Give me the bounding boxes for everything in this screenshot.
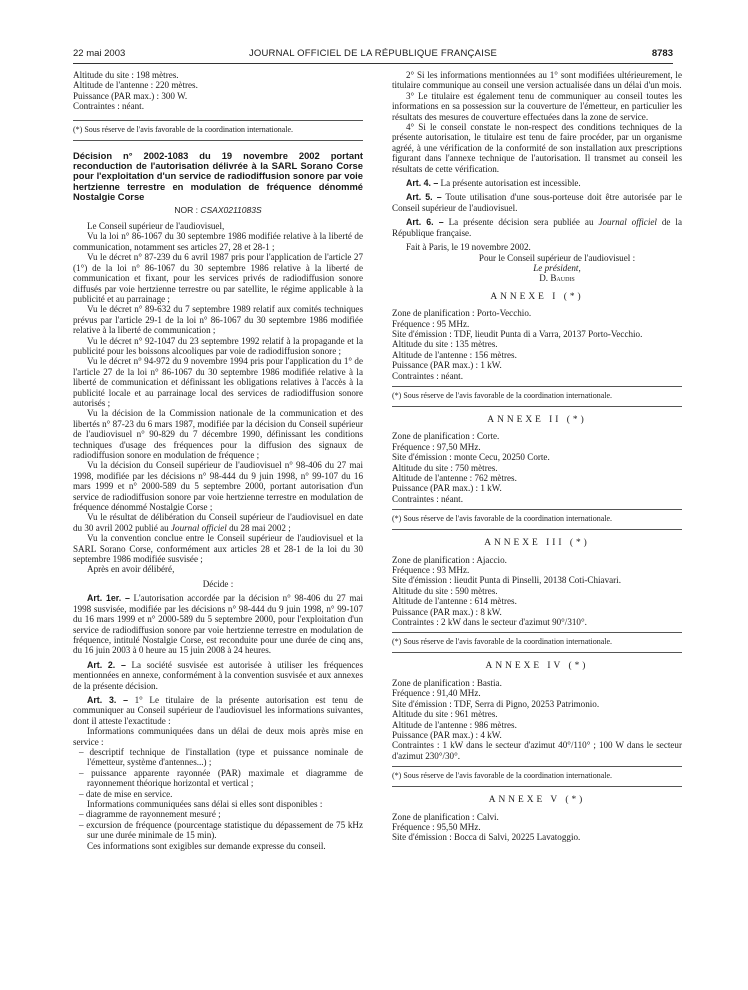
kv-line: Altitude de l'antenne : 762 mètres. bbox=[392, 473, 517, 483]
signature-pour: Pour le Conseil supérieur de l'audiovisuel : bbox=[478, 252, 636, 263]
considerant: Vu le décret n° 87-239 du 6 avril 1987 pris pour l'application de l'article 27 (1°) de la loi n° 86-1067 du 30 septembre 1986 relative à la liberté de communication et fixant, pour les services privés de radiodiffusion sonore diffusés par voie hertzienne terrestre ou par satellite, le régime applicable à la publicité et au parrainage ; bbox=[73, 252, 363, 304]
kv-line: Puissance (PAR max.) : 1 kW. bbox=[392, 360, 502, 371]
divider bbox=[392, 786, 682, 787]
kv-line: Altitude de l'antenne : 220 mètres. bbox=[73, 80, 198, 91]
kv-line: Zone de planification : Corte. bbox=[392, 431, 500, 442]
divider bbox=[392, 766, 682, 767]
kv-line: Contraintes : néant. bbox=[73, 101, 144, 112]
kv-line: Puissance (PAR max.) : 300 W. bbox=[73, 90, 188, 101]
annexe-body bbox=[392, 812, 682, 843]
considerant: Vu la loi n° 86-1067 du 30 septembre 1986 modifiée relative à la liberté de communication, notamment ses articles 27, 28 et 28-1 ; bbox=[73, 231, 363, 252]
footnote: (*) Sous réserve de l'avis favorable de la coordination internationale. bbox=[392, 514, 613, 524]
annexe-title: ANNEXE II (*) bbox=[487, 414, 587, 425]
signature-role: Le président, bbox=[533, 262, 581, 273]
kv-line: Altitude de l'antenne : 614 mètres. bbox=[392, 596, 517, 607]
kv-line: Site d'émission : monte Cecu, 20250 Corte. bbox=[392, 452, 550, 463]
info-block-title: Informations communiquées dans un délai de deux mois après mise en service : bbox=[73, 726, 363, 747]
decide: Décide : bbox=[202, 578, 234, 589]
paragraph-3: 3° Le titulaire est également tenu de communiquer au conseil toutes les informations en sa possession sur la couverture de l'émetteur, en particulier les résultats des mesures de couverture effectuées dans la zone de service. bbox=[392, 90, 682, 122]
left-column bbox=[73, 70, 363, 851]
page-number: 8783 bbox=[651, 48, 673, 59]
kv-line: Altitude du site : 590 mètres. bbox=[392, 585, 498, 596]
kv-line: Contraintes : néant. bbox=[392, 493, 463, 504]
footnote: (*) Sous réserve de l'avis favorable de la coordination internationale. bbox=[392, 390, 613, 400]
kv-line: Contraintes : 2 kW dans le secteur d'azimut 90°/310°. bbox=[392, 617, 587, 628]
kv-line: Altitude du site : 750 mètres. bbox=[392, 462, 498, 473]
previous-annex-tail bbox=[73, 70, 363, 112]
annexe-body bbox=[392, 678, 682, 761]
kv-line: Puissance (PAR max.) : 1 kW. bbox=[392, 483, 502, 494]
fait-a: Fait à Paris, le 19 novembre 2002. bbox=[406, 242, 531, 253]
considerant: Vu le décret n° 92-1047 du 23 septembre 1992 relatif à la propagande et la publicité pour les boissons alcooliques par voie de radiodiffusion sonore ; bbox=[73, 335, 363, 356]
divider bbox=[392, 406, 682, 407]
list-item: – puissance apparente rayonnée (PAR) maximale et diagramme de rayonnement théorique horizontal et vertical ; bbox=[79, 767, 363, 789]
kv-line: Zone de planification : Calvi. bbox=[392, 811, 499, 822]
footnote: (*) Sous réserve de l'avis favorable de la coordination internationale. bbox=[392, 637, 613, 647]
divider bbox=[73, 120, 363, 121]
footnote: (*) Sous réserve de l'avis favorable de la coordination internationale. bbox=[73, 124, 294, 134]
kv-line: Site d'émission : TDF, Serra di Pigno, 20253 Patrimonio. bbox=[392, 698, 600, 709]
footnote: (*) Sous réserve de l'avis favorable de la coordination internationale. bbox=[392, 771, 613, 781]
kv-line: Altitude du site : 135 mètres. bbox=[392, 339, 498, 350]
annexe-title: ANNEXE I (*) bbox=[490, 291, 584, 302]
article-3: Art. 3. – 1° Le titulaire de la présente autorisation est tenu de communiquer au Conseil supérieur de l'audiovisuel les informations suivantes, dont il atteste l'exactitude : bbox=[73, 694, 363, 726]
info-block-title: Informations communiquées sans délai si elles sont disponibles : bbox=[87, 799, 323, 809]
paragraph-4: 4° Si le conseil constate le non-respect des conditions techniques de la présente autorisation, le titulaire est tenu de faire procéder, par un organisme agréé, à une vérification de la conformité de son installation aux prescriptions figurant dans l'annexe technique de l'autorisation. Il transmet au conseil les résultats de cette vérification. bbox=[392, 122, 682, 174]
header-title: JOURNAL OFFICIEL DE LA RÉPUBLIQUE FRANÇAISE bbox=[248, 48, 498, 59]
list-item: – excursion de fréquence (pourcentage statistique du dépassement de 75 kHz sur une durée minimale de 15 min). bbox=[79, 819, 363, 841]
kv-line: Zone de planification : Ajaccio. bbox=[392, 554, 507, 565]
list-item: – descriptif technique de l'installation (type et puissance nominale de l'émetteur, système d'antennes...) ; bbox=[79, 746, 363, 768]
kv-line: Site d'émission : TDF, lieudit Punta di a Varra, 20137 Porto-Vecchio. bbox=[392, 328, 643, 339]
annexe-body bbox=[392, 431, 682, 504]
kv-line: Fréquence : 91,40 MHz. bbox=[392, 688, 481, 699]
header-rule bbox=[73, 63, 673, 64]
annexe-title: ANNEXE IV (*) bbox=[485, 661, 589, 672]
annexe-title: ANNEXE V (*) bbox=[488, 795, 586, 806]
considerant: Vu la décision du Conseil supérieur de l'audiovisuel n° 98-406 du 27 mai 1998, modifiée par les décisions n° 98-444 du 9 juin 1998, n° 99-107 du 16 mars 1999 et n° 2000-589 du 5 septembre 2000, portant autorisation d'un service de radiodiffusion sonore par voie hertzienne terrestre en modulation de fréquence dénommé Nostalgie Corse ; bbox=[73, 460, 363, 513]
article-1: Art. 1er. – L'autorisation accordée par la décision n° 98-406 du 27 mai 1998 susvisée, modifiée par les décisions n° 98-444 du 9 juin 1998, n° 99-107 du 16 mars 1999 et n° 2000-589 du 5 septembre 2000, pour l'exploitation d'un service de radiodiffusion sonore par voie hertzienne terrestre en modulation de fréquence, intitulé Nostalgie Corse, est reconduite pour une durée de cinq ans, du 16 juin 2003 à 0 heure au 15 juin 2008 à 24 heures. bbox=[73, 593, 363, 656]
kv-line: Site d'émission : Bocca di Salvi, 20225 Lavatoggio. bbox=[392, 832, 581, 843]
kv-line: Site d'émission : lieudit Punta di Pinselli, 20138 Coti-Chiavari. bbox=[392, 575, 621, 586]
kv-line: Fréquence : 95 MHz. bbox=[392, 318, 470, 329]
article-2: Art. 2. – La société susvisée est autorisée à utiliser les fréquences mentionnées en annexe, conformément à la convention susvisée et aux annexes de la présente décision. bbox=[73, 659, 363, 691]
article-6: Art. 6. – La présente décision sera publiée au Journal officiel de la République française. bbox=[392, 217, 682, 238]
kv-line: Fréquence : 95,50 MHz. bbox=[392, 821, 481, 832]
kv-line: Contraintes : 1 kW dans le secteur d'azimut 40°/110° ; 100 W dans le secteur d'azimut 230°/30°. bbox=[392, 740, 682, 761]
divider bbox=[392, 529, 682, 530]
list-item: – date de mise en service. bbox=[79, 788, 173, 799]
apres-delibere: Après en avoir délibéré, bbox=[87, 564, 175, 575]
paragraph-2: 2° Si les informations mentionnées au 1° sont modifiées ultérieurement, le titulaire communique au conseil une version actualisée dans un délai d'un mois. bbox=[392, 70, 682, 91]
divider bbox=[73, 140, 363, 141]
considerant: Vu le résultat de délibération du Conseil supérieur de l'audiovisuel en date du 30 avril 2002 publié au Journal officiel du 28 mai 2002 ; bbox=[73, 512, 363, 533]
kv-line: Puissance (PAR max.) : 4 kW. bbox=[392, 729, 502, 740]
annexe-body bbox=[392, 308, 682, 381]
page-header bbox=[73, 48, 673, 60]
divider bbox=[392, 632, 682, 633]
nor-reference: NOR : CSAX0211083S bbox=[174, 204, 262, 215]
kv-line: Altitude du site : 198 mètres. bbox=[73, 70, 179, 80]
kv-line: Puissance (PAR max.) : 8 kW. bbox=[392, 606, 502, 617]
decision-title: Décision n° 2002-1083 du 19 novembre 2002 portant reconduction de l'autorisation délivrée à la SARL Sorano Corse pour l'exploitation d'un service de radiodiffusion sonore par voie hertzienne terrestre en modulation de fréquence dénommé Nostalgie Corse bbox=[73, 149, 363, 203]
article-4: Art. 4. – La présente autorisation est incessible. bbox=[406, 178, 581, 189]
kv-line: Fréquence : 97,50 MHz. bbox=[392, 441, 481, 452]
kv-line: Altitude de l'antenne : 156 mètres. bbox=[392, 349, 517, 360]
divider bbox=[392, 386, 682, 387]
divider bbox=[392, 652, 682, 653]
kv-line: Altitude de l'antenne : 986 mètres. bbox=[392, 719, 517, 730]
kv-line: Altitude du site : 961 mètres. bbox=[392, 709, 498, 720]
right-column bbox=[392, 70, 682, 843]
signature-name: D. Baudis bbox=[539, 273, 575, 284]
header-date: 22 mai 2003 bbox=[73, 48, 126, 59]
considerant: Vu la convention conclue entre le Conseil supérieur de l'audiovisuel et la SARL Sorano Corse, conformément aux articles 28 et 28-1 de la loi du 30 septembre 1986 modifiée susvisée ; bbox=[73, 533, 363, 565]
kv-line: Zone de planification : Porto-Vecchio. bbox=[392, 308, 532, 319]
annexe-title: ANNEXE III (*) bbox=[484, 538, 590, 549]
divider bbox=[392, 509, 682, 510]
article-5: Art. 5. – Toute utilisation d'une sous-porteuse doit être autorisée par le Conseil supérieur de l'audiovisuel. bbox=[392, 192, 682, 213]
kv-line: Contraintes : néant. bbox=[392, 370, 463, 381]
considerant: Vu le décret n° 94-972 du 9 novembre 1994 pris pour l'application du 1° de l'article 27 de la loi n° 86-1067 du 30 septembre 1986 modifiée relative à la liberté de communication et définissant les obligations relatives à l'accès à la publicité locale et au parrainage local des services de radiodiffusion sonore autorisés ; bbox=[73, 356, 363, 408]
closing-line: Ces informations sont exigibles sur demande expresse du conseil. bbox=[87, 840, 326, 851]
annexe-body bbox=[392, 555, 682, 628]
considerant: Vu le décret n° 89-632 du 7 septembre 1989 relatif aux comités techniques prévus par l'article 29-1 de la loi n° 86-1067 du 30 septembre 1986 modifiée relative à la liberté de communication ; bbox=[73, 304, 363, 336]
list-item: – diagramme de rayonnement mesuré ; bbox=[79, 809, 221, 820]
intro: Le Conseil supérieur de l'audiovisuel, bbox=[87, 221, 225, 232]
kv-line: Zone de planification : Bastia. bbox=[392, 677, 502, 688]
kv-line: Fréquence : 93 MHz. bbox=[392, 565, 470, 576]
considerant: Vu la décision de la Commission nationale de la communication et des libertés n° 87-23 du 6 mars 1987, modifiée par la décision du Conseil supérieur de l'audiovisuel n° 90-829 du 7 décembre 1990, définissant les conditions techniques d'usage des fréquences pour la diffusion des signaux de radiodiffusion sonore en modulation de fréquence ; bbox=[73, 408, 363, 460]
